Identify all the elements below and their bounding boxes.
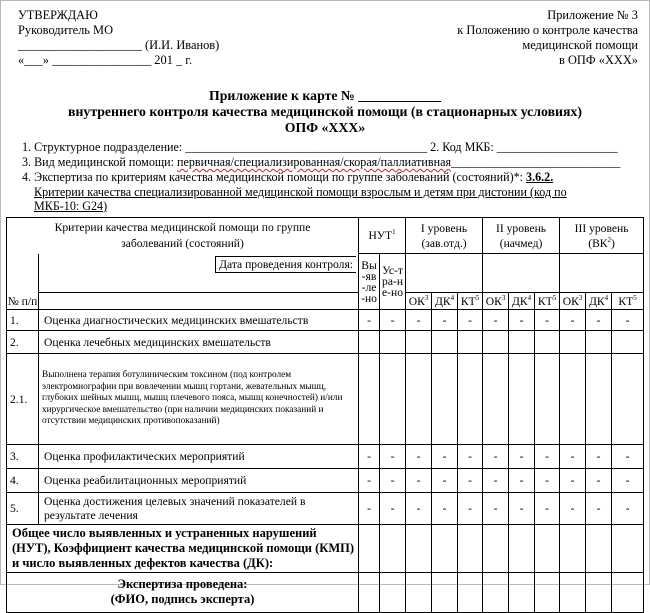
cell[interactable]: - [432,493,458,525]
info-line-criteria [34,185,567,199]
col-kt-1: $КТ^5$ [458,293,483,310]
cell[interactable]: - [586,493,612,525]
cell[interactable] [612,525,644,573]
level1-sub: (зав.отд.) [421,236,467,250]
cell[interactable] [406,331,432,354]
date-label: Дата проведения контроля: [215,256,356,273]
approval-signature-line: ____________________ (И.И. Иванов) [18,38,220,52]
level2-name: II уровень [496,221,547,235]
expertise-code: 3.6.2. [526,170,554,184]
row-number: 3. [7,445,39,469]
cell[interactable]: - [458,310,483,331]
row-number: 4. [7,469,39,493]
cell[interactable]: - [560,469,586,493]
cell[interactable] [483,354,509,445]
cell[interactable] [612,354,644,445]
cell[interactable]: - [535,310,560,331]
cell[interactable] [380,525,406,573]
care-type-blank: ____________________________ [451,155,621,169]
row-criterion: Выполнена терапия ботулиническим токсином (под контролем электромиографии при вовлечении мышц гортани, жевательных мышц, глубоких шейных мышц, мышц плечевого пояса, мышц конечностей) и/или хирургическое вмешательство (при наличии медицинских показаний и отсутствии медицинских противопоказаний) [39,354,359,445]
cell[interactable]: - [432,310,458,331]
nut-header [359,218,406,254]
row-criterion: Оценка профилактических мероприятий [39,445,359,469]
table-row [7,493,644,525]
cell[interactable]: - [586,469,612,493]
cell[interactable] [406,573,432,613]
cell[interactable] [612,573,644,613]
table-columns-row [7,293,644,310]
cell[interactable]: - [586,310,612,331]
cell[interactable]: - [612,469,644,493]
approval-date-line: «___» ________________ 201 _ г. [18,53,193,67]
col-ok-3: $ОК^3$ [560,293,586,310]
cell[interactable] [483,573,509,613]
cell[interactable]: - [560,310,586,331]
cell[interactable] [359,331,380,354]
cell[interactable] [380,354,406,445]
expert-signature [7,573,359,613]
cell[interactable]: - [483,493,509,525]
cell[interactable]: - [359,493,380,525]
cell[interactable]: - [359,469,380,493]
cell[interactable]: - [483,445,509,469]
cell[interactable] [458,331,483,354]
level1-date-cell[interactable] [406,254,483,293]
info-line-expertise [22,170,553,184]
expert-caption: (ФИО, подпись эксперта) [110,592,255,606]
col-dk-3: $ДК^4$ [586,293,612,310]
cell[interactable] [535,331,560,354]
cell[interactable]: - [380,469,406,493]
cell[interactable] [560,573,586,613]
criteria-header: Критерии качества медицинской помощи по группе заболеваний (состояний) [7,218,359,254]
col-kt-3: $КТ^5$ [612,293,644,310]
cell[interactable]: - [612,445,644,469]
cell[interactable] [535,354,560,445]
cell[interactable] [432,331,458,354]
level2-sub: (начмед) [499,236,543,250]
cell[interactable]: - [406,469,432,493]
cell[interactable]: - [483,310,509,331]
table-row [7,445,644,469]
cell[interactable] [406,354,432,445]
cell[interactable]: - [359,445,380,469]
cell[interactable] [359,573,380,613]
cell[interactable]: - [509,310,535,331]
level1-header [406,218,483,254]
criteria-table [6,217,644,613]
cell[interactable] [483,525,509,573]
criteria-spacer [39,293,359,310]
level3-header [560,218,644,254]
cell[interactable]: - [432,445,458,469]
row-number: 1. [7,310,39,331]
col-ok-2: $ОК^3$ [483,293,509,310]
info-line-icd [34,199,107,213]
approval-heading: УТВЕРЖДАЮ [18,8,98,22]
info-line-department: 1. Структурное подразделение: ________________________________________ 2. Код МКБ: ____________________ [22,140,618,154]
cell[interactable]: - [509,493,535,525]
appendix-regulation: к Положению о контроле качества [457,23,638,37]
cell[interactable]: - [458,445,483,469]
cell[interactable]: - [458,493,483,525]
cell[interactable] [380,331,406,354]
row-criterion: Оценка реабилитационных мероприятий [39,469,359,493]
cell[interactable]: - [458,469,483,493]
criteria-description: Критерии качества специализированной медицинской помощи взрослым и детям при дистонии (код по [34,185,567,199]
col-ok-1: $ОК^3$ [406,293,432,310]
summary-row [7,525,644,573]
cell[interactable]: - [612,493,644,525]
cell[interactable] [509,573,535,613]
cell[interactable]: - [586,445,612,469]
cell[interactable] [535,525,560,573]
cell[interactable] [359,525,380,573]
cell[interactable] [586,354,612,445]
nut-footnote: 1 [392,228,396,237]
cell[interactable]: - [406,493,432,525]
cell[interactable] [560,525,586,573]
row-number: 2.1. [7,354,39,445]
col-dk-2: $ДК^4$ [509,293,535,310]
cell[interactable] [586,525,612,573]
cell[interactable] [458,525,483,573]
table-row [7,354,644,445]
appendix-organization: в ОПФ «XXX» [559,53,638,67]
table-row [7,469,644,493]
document-title-line3: ОПФ «XXX» [284,120,366,135]
table-row [7,331,644,354]
table-row [7,310,644,331]
cell[interactable] [560,331,586,354]
nut-label: НУТ [368,229,393,242]
cell[interactable] [535,573,560,613]
cell[interactable]: - [560,493,586,525]
row-criterion: Оценка достижения целевых значений показателей в результате лечения [39,493,359,525]
summary-label: Общее число выявленных и устраненных нарушений (НУТ), Коэффициент качества медицинской помощи (КМП) и число выявленных дефектов качества (ДК): [7,525,359,573]
col-kt-2: $КТ^5$ [535,293,560,310]
appendix-number: Приложение № 3 [547,8,638,22]
approval-role: Руководитель МО [18,23,114,37]
cell[interactable]: - [612,310,644,331]
level3-sub: $(ВК^2)$ [588,235,615,250]
cell[interactable] [483,331,509,354]
cell[interactable] [509,525,535,573]
cell[interactable]: - [432,469,458,493]
row-criterion: Оценка лечебных медицинских вмешательств [39,331,359,354]
care-type-options: первичная/специализированная/скорая/паллиативная [177,155,452,169]
cell[interactable]: - [483,469,509,493]
col-dk-1: $ДК^4$ [432,293,458,310]
table-subheader-row [7,254,644,293]
cell[interactable] [432,573,458,613]
cell[interactable] [458,573,483,613]
document-title-line1: Приложение к карте № ____________ [208,88,442,103]
row-number: 2. [7,331,39,354]
cell[interactable]: - [380,493,406,525]
cell[interactable] [380,573,406,613]
cell[interactable] [432,354,458,445]
care-type-label: 3. Вид медицинской помощи: [22,155,178,169]
cell[interactable] [509,331,535,354]
level2-date-cell[interactable] [483,254,560,293]
cell[interactable]: - [509,469,535,493]
appendix-reference [457,8,638,68]
cell[interactable] [586,573,612,613]
level3-name: III уровень [574,221,629,235]
cell[interactable] [509,354,535,445]
approval-block [18,8,219,68]
table-header-row [7,218,644,254]
cell[interactable] [458,354,483,445]
cell[interactable] [612,331,644,354]
row-number: 5. [7,493,39,525]
cell[interactable] [359,354,380,445]
cell[interactable] [432,525,458,573]
cell[interactable]: - [380,445,406,469]
cell[interactable] [406,525,432,573]
number-header: № п/п [7,254,39,310]
expert-heading: Экспертиза проведена: [117,577,248,591]
expert-row [7,573,644,613]
row-criterion: Оценка диагностических медицинских вмешательств [39,310,359,331]
info-line-care-type [22,155,620,169]
cell[interactable]: - [380,310,406,331]
icd-code: МКБ-10: G24) [34,199,108,213]
expertise-label: 4. Экспертиза по критериям качества медицинской помощи по группе заболеваний (состояний)*: [22,170,527,184]
nut-detected-header: Вы-яв-ле-но [359,254,380,310]
cell[interactable]: - [535,469,560,493]
cell[interactable] [586,331,612,354]
level2-header [483,218,560,254]
cell[interactable]: - [560,445,586,469]
document-title-line2: внутреннего контроля качества медицинской помощи (в стационарных условиях) [68,104,582,119]
cell[interactable]: - [509,445,535,469]
cell[interactable]: - [535,493,560,525]
level3-date-cell[interactable] [560,254,644,293]
level1-name: I уровень [420,221,468,235]
date-label-cell [39,254,359,293]
cell[interactable]: - [406,310,432,331]
appendix-subject: медицинской помощи [522,38,638,52]
cell[interactable] [560,354,586,445]
cell[interactable]: - [406,445,432,469]
cell[interactable]: - [359,310,380,331]
cell[interactable]: - [535,445,560,469]
nut-resolved-header: Ус-тра-не-но [380,254,406,310]
